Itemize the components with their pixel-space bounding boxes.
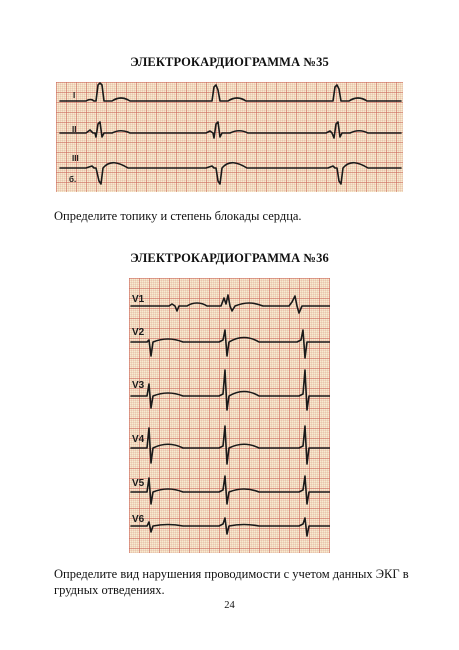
ecg36-trace-v3 [131, 370, 330, 410]
ecg35-trace-lead-1 [60, 83, 401, 101]
ecg36-lead-label-v4: V4 [132, 434, 145, 445]
ecg36-trace-v5 [131, 476, 330, 504]
ecg36-trace-v6 [131, 518, 330, 536]
ecg36-lead-label-v3: V3 [132, 380, 145, 391]
ecg35-lead-label-4: б. [69, 175, 77, 184]
ecg36-strip [129, 278, 330, 553]
ecg35-trace-lead-3 [60, 163, 401, 184]
ecg36-title: ЭЛЕКТРОКАРДИОГРАММА №36 [130, 251, 329, 265]
ecg36-lead-label-v5: V5 [132, 478, 145, 489]
ecg35-lead-label-3: III [72, 154, 79, 163]
ecg35-lead-label-1: I [73, 91, 76, 100]
ecg35-trace-lead-2 [60, 122, 401, 138]
ecg35-title: ЭЛЕКТРОКАРДИОГРАММА №35 [130, 55, 329, 69]
ecg36-lead-label-v2: V2 [132, 327, 145, 338]
ecg36-question: Определите вид нарушения проводимости с учетом данных ЭКГ в грудных отведениях. [54, 567, 409, 597]
page-number: 24 [224, 600, 235, 611]
ecg35-strip [56, 82, 403, 192]
ecg36-trace-v4 [131, 426, 330, 464]
ecg36-lead-label-v1: V1 [132, 294, 145, 305]
ecg35-lead-label-2: II [72, 125, 77, 134]
ecg36-lead-label-v6: V6 [132, 514, 145, 525]
ecg35-question: Определите топику и степень блокады сердца. [54, 209, 302, 223]
ecg36-trace-v2 [131, 330, 330, 358]
ecg36-traces [129, 278, 330, 553]
ecg35-traces [56, 82, 403, 192]
ecg36-trace-v1 [131, 295, 330, 313]
